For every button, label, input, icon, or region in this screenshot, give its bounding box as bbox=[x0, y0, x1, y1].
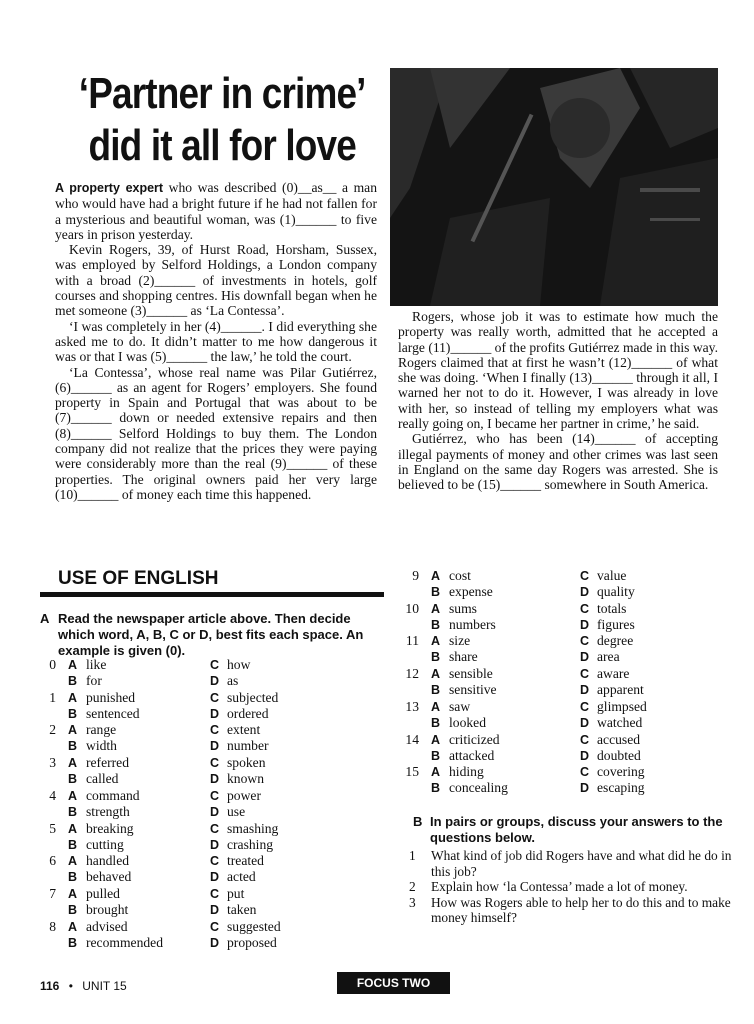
option-letter-b: B bbox=[431, 683, 441, 698]
question-item bbox=[403, 732, 733, 765]
article-photo bbox=[390, 68, 718, 306]
question-item bbox=[403, 601, 733, 634]
option-letter-c: C bbox=[210, 886, 220, 901]
discussion-item: 2 Explain how ‘la Contessa’ made a lot of money. bbox=[409, 879, 688, 895]
option-letter-c: C bbox=[580, 634, 590, 649]
question-number: 6 bbox=[49, 853, 56, 869]
option-b: sensitive bbox=[449, 682, 497, 698]
option-d: escaping bbox=[597, 780, 645, 796]
article-paragraph: A property expert who was described (0)__as__ a man who would have had a bright future if he had not fallen for a mysterious and beautiful woman, was (1)______ to five years in prison yesterday. bbox=[55, 180, 377, 242]
option-letter-a: A bbox=[431, 569, 441, 583]
option-letter-b: B bbox=[68, 870, 78, 885]
question-number: 7 bbox=[49, 885, 56, 901]
option-letter-b: B bbox=[431, 650, 441, 665]
option-a: breaking bbox=[86, 820, 134, 836]
option-letter-d: D bbox=[210, 935, 220, 950]
option-letter-a: A bbox=[68, 919, 78, 934]
question-number: 14 bbox=[405, 731, 419, 747]
question-number: 3 bbox=[49, 755, 56, 771]
option-d: use bbox=[227, 803, 246, 819]
option-c: aware bbox=[597, 666, 630, 682]
option-letter-a: A bbox=[68, 886, 78, 901]
option-a: saw bbox=[449, 698, 471, 714]
option-letter-b: B bbox=[431, 748, 441, 763]
option-letter-b: B bbox=[431, 585, 441, 599]
question-number: 5 bbox=[49, 820, 56, 836]
option-letter-a: A bbox=[68, 788, 78, 803]
lead-text: A property expert bbox=[55, 181, 164, 195]
option-letter-d: D bbox=[580, 585, 590, 599]
discussion-item: 1 What kind of job did Rogers have and what did he do in this job? bbox=[409, 848, 732, 879]
question-item bbox=[403, 666, 733, 699]
option-letter-b: B bbox=[68, 804, 78, 819]
option-letter-b: B bbox=[431, 781, 441, 796]
option-c: spoken bbox=[227, 755, 266, 771]
question-item bbox=[40, 722, 380, 755]
question-number: 11 bbox=[405, 633, 419, 649]
option-a: criticized bbox=[449, 731, 500, 747]
option-c: suggested bbox=[227, 918, 281, 934]
option-letter-d: D bbox=[580, 683, 590, 698]
option-a: referred bbox=[86, 755, 130, 771]
question-item bbox=[403, 764, 733, 797]
option-letter-a: A bbox=[431, 765, 441, 780]
option-letter-a: A bbox=[431, 634, 441, 649]
option-letter-b: B bbox=[68, 772, 78, 787]
option-b: for bbox=[86, 673, 102, 688]
footer-bullet: • bbox=[68, 979, 73, 993]
option-c: accused bbox=[597, 731, 641, 747]
question-item bbox=[403, 633, 733, 666]
question-number: 12 bbox=[405, 666, 419, 682]
option-letter-b: B bbox=[68, 837, 78, 852]
option-a: sensible bbox=[449, 666, 493, 682]
option-a: command bbox=[86, 787, 140, 803]
option-letter-b: B bbox=[68, 674, 78, 688]
option-letter-d: D bbox=[580, 715, 590, 730]
question-item bbox=[40, 821, 380, 854]
option-letter-a: A bbox=[431, 667, 441, 682]
option-letter-d: D bbox=[210, 772, 220, 787]
section-a-letter: A bbox=[40, 611, 50, 626]
option-d: number bbox=[227, 738, 269, 754]
section-rule bbox=[40, 592, 384, 597]
option-letter-a: A bbox=[68, 723, 78, 738]
article-paragraph: ‘La Contessa’, whose real name was Pilar Gutiérrez, (6)______ as an agent for Rogers’ employers. She found property in Spain and Portugal that was about to be (7)______ down or needed extensive repairs and then (8)______ Selford Holdings to buy them. The London company did not realize that the prices they were paying were considerably more than the real (9)______ of these properties. The original owners paid her very large (10)______ of money each time this happened. bbox=[55, 364, 377, 502]
option-letter-d: D bbox=[580, 617, 590, 632]
option-letter-c: C bbox=[580, 601, 590, 616]
option-c: power bbox=[227, 787, 261, 803]
option-letter-c: C bbox=[580, 569, 590, 583]
option-letter-b: B bbox=[68, 902, 78, 917]
option-d: watched bbox=[597, 714, 643, 730]
option-b: recommended bbox=[86, 934, 163, 950]
option-b: expense bbox=[449, 584, 493, 599]
option-letter-a: A bbox=[431, 699, 441, 714]
option-d: ordered bbox=[227, 705, 269, 721]
section-b-letter: B bbox=[413, 814, 423, 829]
question-number: 2 bbox=[49, 722, 56, 738]
option-letter-c: C bbox=[210, 919, 220, 934]
option-letter-d: D bbox=[580, 781, 590, 796]
question-item bbox=[40, 853, 380, 886]
question-item bbox=[403, 699, 733, 732]
option-c: value bbox=[597, 568, 627, 583]
unit-label: UNIT 15 bbox=[82, 979, 127, 993]
section-b-instruction: In pairs or groups, discuss your answers to the questions below. bbox=[430, 814, 723, 845]
article-paragraph: Gutiérrez, who has been (14)______ of accepting illegal payments of money and other crimes was last seen in England on the same day Rogers was arrested. She is believed to be (15)______ somewhere in South America. bbox=[398, 431, 718, 493]
article-paragraph: Kevin Rogers, 39, of Hurst Road, Horsham, Sussex, was employed by Selford Holdings, a London company with a broad (2)______ of investments in hotels, golf courses and shopping centres. His downfall began when he met someone (3)______ as ‘La Contessa’. bbox=[55, 242, 377, 319]
option-b: called bbox=[86, 771, 119, 787]
option-b: concealing bbox=[449, 780, 508, 796]
section-a-instruction: Read the newspaper article above. Then decide which word, A, B, C or D, best fits each space. An example is given (0). bbox=[58, 611, 364, 658]
question-item bbox=[40, 755, 380, 788]
option-letter-d: D bbox=[580, 748, 590, 763]
option-letter-b: B bbox=[431, 617, 441, 632]
question-number: 4 bbox=[49, 787, 56, 803]
option-letter-a: A bbox=[68, 821, 78, 836]
article-left-column bbox=[55, 180, 377, 502]
book-badge: FOCUS TWO bbox=[337, 972, 450, 994]
option-d: proposed bbox=[227, 934, 277, 950]
option-a: handled bbox=[86, 853, 130, 869]
option-letter-c: C bbox=[580, 667, 590, 682]
option-a: cost bbox=[449, 568, 471, 583]
question-item bbox=[40, 886, 380, 919]
option-letter-c: C bbox=[210, 658, 220, 672]
option-c: smashing bbox=[227, 820, 279, 836]
question-item bbox=[40, 690, 380, 723]
page-number: 116 bbox=[40, 979, 60, 993]
option-letter-c: C bbox=[210, 756, 220, 771]
option-letter-c: C bbox=[210, 854, 220, 869]
option-b: behaved bbox=[86, 869, 132, 885]
discussion-list bbox=[409, 848, 734, 926]
option-letter-a: A bbox=[68, 690, 78, 705]
option-a: size bbox=[449, 633, 471, 649]
option-letter-c: C bbox=[210, 690, 220, 705]
option-letter-d: D bbox=[210, 674, 220, 688]
option-letter-d: D bbox=[210, 739, 220, 754]
article-right-column bbox=[398, 309, 718, 493]
question-item bbox=[40, 788, 380, 821]
option-letter-d: D bbox=[210, 706, 220, 721]
option-c: extent bbox=[227, 722, 261, 738]
question-item bbox=[40, 919, 380, 952]
question-number: 8 bbox=[49, 918, 56, 934]
option-letter-a: A bbox=[431, 732, 441, 747]
option-letter-a: A bbox=[431, 601, 441, 616]
article-paragraph: ‘I was completely in her (4)______. I did everything she asked me to do. It didn’t matter to me how dangerous it was or that I was (5)______ the law,’ he told the court. bbox=[55, 318, 377, 365]
option-letter-a: A bbox=[68, 854, 78, 869]
option-letter-b: B bbox=[68, 739, 78, 754]
page-footer bbox=[40, 979, 127, 993]
option-c: put bbox=[227, 885, 245, 901]
option-a: like bbox=[86, 657, 107, 672]
question-number: 10 bbox=[405, 600, 419, 616]
option-letter-b: B bbox=[431, 715, 441, 730]
option-letter-b: B bbox=[68, 935, 78, 950]
option-d: apparent bbox=[597, 682, 644, 698]
option-d: figures bbox=[597, 616, 635, 632]
option-a: punished bbox=[86, 689, 136, 705]
option-letter-c: C bbox=[210, 821, 220, 836]
option-letter-d: D bbox=[580, 650, 590, 665]
option-d: crashing bbox=[227, 836, 274, 852]
option-c: subjected bbox=[227, 689, 279, 705]
option-d: known bbox=[227, 771, 265, 787]
option-a: advised bbox=[86, 918, 128, 934]
question-number: 13 bbox=[405, 698, 419, 714]
option-c: totals bbox=[597, 600, 627, 616]
option-c: degree bbox=[597, 633, 634, 649]
question-item bbox=[40, 657, 380, 690]
option-letter-c: C bbox=[580, 765, 590, 780]
article-headline bbox=[50, 68, 394, 172]
option-d: area bbox=[597, 649, 620, 665]
discussion-item: 3 How was Rogers able to help her to do this and to make money himself? bbox=[409, 894, 731, 926]
option-c: how bbox=[227, 657, 251, 672]
option-d: taken bbox=[227, 901, 257, 917]
option-c: covering bbox=[597, 764, 645, 780]
headline-line-1: ‘Partner in crime’ bbox=[78, 69, 366, 118]
option-b: looked bbox=[449, 714, 486, 730]
option-b: numbers bbox=[449, 616, 496, 632]
option-b: attacked bbox=[449, 747, 495, 763]
option-letter-d: D bbox=[210, 870, 220, 885]
option-letter-c: C bbox=[580, 732, 590, 747]
option-b: width bbox=[86, 738, 117, 754]
option-letter-d: D bbox=[210, 804, 220, 819]
option-letter-c: C bbox=[210, 788, 220, 803]
option-letter-d: D bbox=[210, 837, 220, 852]
option-a: sums bbox=[449, 600, 477, 616]
option-b: brought bbox=[86, 901, 129, 917]
option-letter-a: A bbox=[68, 756, 78, 771]
question-number: 9 bbox=[412, 568, 419, 583]
option-d: doubted bbox=[597, 747, 641, 763]
option-letter-c: C bbox=[580, 699, 590, 714]
option-a: pulled bbox=[86, 885, 120, 901]
option-b: cutting bbox=[86, 836, 124, 852]
option-d: acted bbox=[227, 869, 256, 885]
option-c: treated bbox=[227, 853, 264, 869]
headline-line-2: did it all for love bbox=[88, 121, 356, 170]
section-title: USE OF ENGLISH bbox=[58, 568, 219, 589]
article-paragraph: Rogers, whose job it was to estimate how much the property was really worth, admitted that he accepted a large (11)______ of the profits Gutiérrez made in this way. Rogers claimed that at first he wasn’t (12)______ of what she was doing. ‘When I finally (13)______ through it all, I warned her not to do it. However, I was already in love with her, so instead of telling my employers what was really going on, I became her partner in crime,’ he said. bbox=[398, 309, 718, 432]
option-c: glimpsed bbox=[597, 698, 647, 714]
option-b: share bbox=[449, 649, 478, 665]
question-number: 0 bbox=[49, 657, 56, 672]
option-letter-b: B bbox=[68, 706, 78, 721]
option-letter-c: C bbox=[210, 723, 220, 738]
option-b: strength bbox=[86, 803, 130, 819]
option-b: sentenced bbox=[86, 705, 140, 721]
question-number: 1 bbox=[49, 689, 56, 705]
question-item bbox=[403, 568, 733, 601]
option-a: hiding bbox=[449, 764, 484, 780]
option-letter-a: A bbox=[68, 658, 78, 672]
option-d: quality bbox=[597, 584, 635, 599]
option-d: as bbox=[227, 673, 239, 688]
question-number: 15 bbox=[405, 764, 419, 780]
option-letter-d: D bbox=[210, 902, 220, 917]
option-a: range bbox=[86, 722, 117, 738]
